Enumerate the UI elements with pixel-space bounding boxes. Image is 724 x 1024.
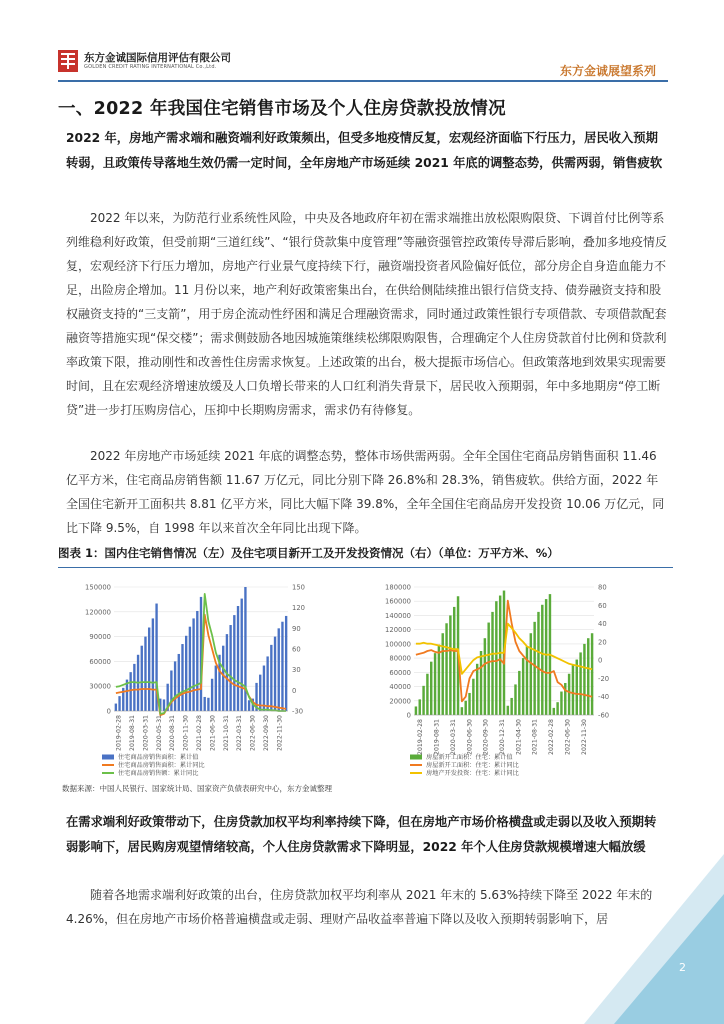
chart-new-starts-investment bbox=[368, 575, 673, 780]
y-tick-left: 0 bbox=[406, 711, 411, 720]
bar bbox=[163, 699, 165, 711]
y-tick-left: 160000 bbox=[385, 597, 411, 606]
bar bbox=[430, 662, 432, 715]
bar bbox=[118, 696, 120, 711]
bar bbox=[579, 652, 581, 715]
x-tick-label: 2021-04-30 bbox=[515, 719, 523, 755]
y-tick-left: 140000 bbox=[385, 611, 411, 620]
figure-source: 数据来源：中国人民银行、国家统计局、国家资产负债表研究中心，东方金诚整理 bbox=[62, 784, 332, 793]
lead-paragraph-1: 2022 年，房地产需求端和融资端利好政策频出，但受多地疫情反复，宏观经济面临下行压力，居民收入预期转弱，且政策传导落地生效仍需一定时间，全年房地产市场延续 2021 年底的调整态势，供需两弱，销售疲软 bbox=[66, 131, 663, 170]
y-tick-right: 0 bbox=[598, 656, 603, 665]
bar bbox=[453, 607, 455, 715]
section-title: 一、2022 年我国住宅销售市场及个人住房贷款投放情况 bbox=[58, 99, 506, 119]
x-tick-label: 2021-06-30 bbox=[209, 715, 217, 751]
x-tick-label: 2019-08-31 bbox=[433, 719, 441, 755]
figure-divider bbox=[58, 567, 673, 568]
bar bbox=[281, 622, 283, 711]
x-tick-label: 2021-02-28 bbox=[196, 715, 203, 751]
x-tick-label: 2022-11-30 bbox=[276, 715, 284, 751]
x-tick-label: 2022-11-30 bbox=[580, 719, 588, 755]
bar bbox=[491, 612, 493, 715]
bar bbox=[499, 596, 501, 715]
y-tick-left: 100000 bbox=[385, 640, 411, 649]
bar bbox=[237, 606, 239, 711]
legend-label: 房地产开发投资：住宅：累计同比 bbox=[426, 770, 519, 777]
x-tick-label: 2020-06-30 bbox=[466, 719, 474, 755]
y-tick-left: 0 bbox=[106, 707, 111, 716]
y-tick-right: 40 bbox=[598, 620, 607, 629]
bar bbox=[415, 706, 417, 715]
y-tick-right: -30 bbox=[292, 707, 304, 716]
bar bbox=[266, 656, 268, 711]
legend-label: 房屋新开工面积：住宅：累计值 bbox=[426, 754, 513, 761]
bar bbox=[196, 611, 198, 711]
bar bbox=[530, 633, 532, 715]
y-tick-left: 120000 bbox=[85, 608, 111, 617]
bar bbox=[514, 684, 516, 715]
bar bbox=[568, 674, 570, 715]
bar bbox=[556, 702, 558, 715]
page-header bbox=[58, 50, 668, 80]
y-tick-left: 60000 bbox=[89, 657, 111, 666]
x-tick-label: 2020-03-31 bbox=[142, 715, 150, 751]
bar bbox=[553, 708, 555, 715]
corner-decoration bbox=[584, 854, 724, 1024]
bar bbox=[211, 679, 213, 711]
legend-label: 住宅商品房销售面积：累计值 bbox=[118, 754, 199, 761]
x-tick-label: 2021-10-31 bbox=[222, 715, 230, 751]
bar bbox=[576, 660, 578, 715]
bar bbox=[270, 645, 272, 711]
bar bbox=[207, 698, 209, 711]
company-name-cn: 东方金诚国际信用评估有限公司 bbox=[84, 52, 231, 64]
y-tick-right: 90 bbox=[292, 624, 301, 633]
legend-swatch bbox=[410, 755, 422, 760]
y-tick-right: 60 bbox=[598, 601, 607, 610]
bar bbox=[148, 628, 150, 711]
y-tick-right: 20 bbox=[598, 638, 607, 647]
y-tick-right: -40 bbox=[598, 693, 610, 702]
bar bbox=[204, 697, 206, 711]
y-tick-right: 60 bbox=[292, 645, 301, 654]
bar bbox=[560, 692, 562, 715]
bar bbox=[144, 637, 146, 711]
bar bbox=[461, 707, 463, 715]
bar bbox=[215, 666, 217, 711]
y-tick-right: 30 bbox=[292, 666, 301, 675]
y-tick-left: 90000 bbox=[89, 633, 111, 642]
bar bbox=[495, 601, 497, 715]
bar bbox=[507, 706, 509, 715]
bar bbox=[583, 644, 585, 715]
bar bbox=[537, 612, 539, 715]
y-tick-left: 40000 bbox=[389, 683, 411, 692]
bar bbox=[278, 628, 280, 711]
legend-label: 房屋新开工面积：住宅：累计同比 bbox=[426, 762, 519, 769]
bar bbox=[480, 651, 482, 715]
bar bbox=[522, 658, 524, 715]
x-tick-label: 2020-05-31 bbox=[155, 715, 163, 751]
x-tick-label: 2022-06-30 bbox=[564, 719, 572, 755]
bar bbox=[192, 618, 194, 711]
y-tick-left: 150000 bbox=[85, 583, 111, 592]
bar bbox=[545, 599, 547, 715]
y-tick-right: -20 bbox=[598, 674, 610, 683]
x-tick-label: 2020-03-31 bbox=[449, 719, 457, 755]
bar bbox=[174, 661, 176, 711]
bar bbox=[476, 664, 478, 715]
y-tick-right: 80 bbox=[598, 583, 607, 592]
bar bbox=[591, 633, 593, 715]
figure-title: 图表 1：国内住宅销售情况（左）及住宅项目新开工及开发投资情况（右）（单位：万平方米、%） bbox=[58, 546, 559, 560]
bar bbox=[152, 618, 154, 711]
x-tick-label: 2020-08-31 bbox=[169, 715, 177, 751]
bar bbox=[518, 671, 520, 715]
bar bbox=[426, 674, 428, 715]
legend-swatch bbox=[102, 755, 114, 760]
bar bbox=[572, 665, 574, 715]
x-tick-label: 2020-11-30 bbox=[182, 715, 190, 751]
legend-label: 住宅商品房销售额：累计同比 bbox=[118, 770, 199, 777]
bar bbox=[274, 637, 276, 711]
bar bbox=[484, 638, 486, 715]
body-paragraph-5: 随着各地需求端利好政策的出台，住房贷款加权平均利率从 2021 年末的 5.63%持续下降至 2022 年末的 4.26%，但在房地产市场价格普遍横盘或走弱、理财产品收益率普遍下降以及收入预期转弱影响下，居 bbox=[66, 888, 653, 926]
bar bbox=[129, 672, 131, 711]
bar bbox=[181, 644, 183, 711]
x-tick-label: 2019-02-28 bbox=[417, 719, 425, 755]
bar bbox=[434, 653, 436, 715]
x-tick-label: 2022-06-30 bbox=[249, 715, 257, 751]
bar bbox=[229, 625, 231, 711]
bar bbox=[445, 623, 447, 715]
bar bbox=[533, 622, 535, 715]
page-number: 2 bbox=[679, 961, 686, 974]
x-tick-label: 2022-03-31 bbox=[236, 715, 244, 751]
bar bbox=[241, 599, 243, 711]
bar bbox=[487, 623, 489, 715]
bar bbox=[115, 704, 117, 711]
y-tick-left: 60000 bbox=[389, 668, 411, 677]
bar bbox=[185, 636, 187, 711]
bar bbox=[233, 615, 235, 711]
x-tick-label: 2021-08-31 bbox=[531, 719, 539, 755]
bar bbox=[141, 646, 143, 711]
bar bbox=[510, 698, 512, 715]
bar bbox=[189, 627, 191, 711]
y-tick-left: 30000 bbox=[89, 682, 111, 691]
y-tick-right: -60 bbox=[598, 711, 610, 720]
chart-residential-sales bbox=[62, 575, 362, 780]
x-tick-label: 2020-12-31 bbox=[499, 719, 506, 755]
company-name-en: GOLDEN CREDIT RATING INTERNATIONAL Co.,Ltd. bbox=[84, 64, 217, 70]
company-logo-icon bbox=[58, 50, 78, 72]
y-tick-left: 20000 bbox=[389, 697, 411, 706]
bar bbox=[285, 616, 287, 711]
x-tick-label: 2022-02-28 bbox=[548, 719, 556, 755]
y-tick-right: 120 bbox=[292, 604, 305, 613]
x-tick-label: 2022-09-30 bbox=[262, 715, 270, 751]
series-label: 东方金诚展望系列 bbox=[559, 64, 656, 78]
bar bbox=[133, 664, 135, 711]
bar bbox=[248, 700, 250, 711]
y-tick-right: 150 bbox=[292, 583, 305, 592]
bar bbox=[170, 670, 172, 711]
bar bbox=[468, 693, 470, 715]
x-tick-label: 2020-09-30 bbox=[482, 719, 490, 755]
bar bbox=[438, 645, 440, 715]
bar bbox=[464, 701, 466, 715]
bar bbox=[472, 679, 474, 715]
y-tick-left: 180000 bbox=[385, 583, 411, 592]
bar bbox=[449, 615, 451, 715]
bar bbox=[541, 605, 543, 715]
legend-label: 住宅商品房销售面积：累计同比 bbox=[118, 762, 205, 769]
lead-paragraph-4: 在需求端利好政策带动下，住房贷款加权平均利率持续下降，但在房地产市场价格横盘或走弱以及收入预期转弱影响下，居民购房观望情绪较高，个人住房贷款需求下降明显，2022 年个人住房贷款规模增速大幅放缓 bbox=[66, 815, 657, 854]
y-tick-left: 120000 bbox=[385, 626, 411, 635]
body-paragraph-3: 2022 年房地产市场延续 2021 年底的调整态势，整体市场供需两弱。全年全国住宅商品房销售面积 11.46 亿平方米，住宅商品房销售额 11.67 万亿元，同比分别下降 26.8%和 28.3%，销售疲软。供给方面，2022 年全国住宅新开工面积共 8.81 亿平方米，同比大幅下降 39.8%，全年全国住宅商品房开发投资 10.06 万亿元，同比下降 9.5%，自 1998 年以来首次全年同比出现下降。 bbox=[66, 449, 665, 535]
body-paragraph-2: 2022 年以来，为防范行业系统性风险，中央及各地政府年初在需求端推出放松限购限贷、下调首付比例等系列维稳利好政策，但受前期“三道红线”、“银行贷款集中度管理”等融资强管控政策传导滞后影响，叠加多地疫情反复，宏观经济下行压力增加，房地产行业景气度持续下行，融资端投资者风险偏好低位，部分房企自身造血能力不足，出险房企增加。11 月份以来，地产利好政策密集出台，在供给侧陆续推出银行信贷支持、债券融资支持和股权融资支持的“三支箭”，用于房企流动性纾困和满足合理融资需求，同时通过政策性银行专项借款、专项借款配套融资等措施实现“保交楼”；需求侧鼓励各地因城施策继续松绑限购限售，合理确定个人住房贷款首付比例和贷款利率政策下限，推动刚性和改善性住房需求恢复。上述政策的出台，极大提振市场信心。但政策落地到效果实现需要时间，且在宏观经济增速放缓及人口负增长带来的人口红利消失背景下，居民收入预期弱，年中多地期房“停工断贷”进一步打压购房信心，压抑中长期购房需求，需求仍有待修复。 bbox=[66, 211, 667, 417]
bar bbox=[263, 666, 265, 711]
bar bbox=[178, 654, 180, 711]
bar bbox=[222, 646, 224, 711]
bar bbox=[526, 646, 528, 715]
bar bbox=[419, 699, 421, 715]
y-tick-right: 0 bbox=[292, 686, 297, 695]
x-tick-label: 2019-08-31 bbox=[129, 715, 137, 751]
header-divider bbox=[58, 80, 668, 82]
x-tick-label: 2019-02-28 bbox=[115, 715, 123, 751]
y-tick-left: 80000 bbox=[389, 654, 411, 663]
bar bbox=[587, 638, 589, 715]
bar bbox=[422, 686, 424, 715]
